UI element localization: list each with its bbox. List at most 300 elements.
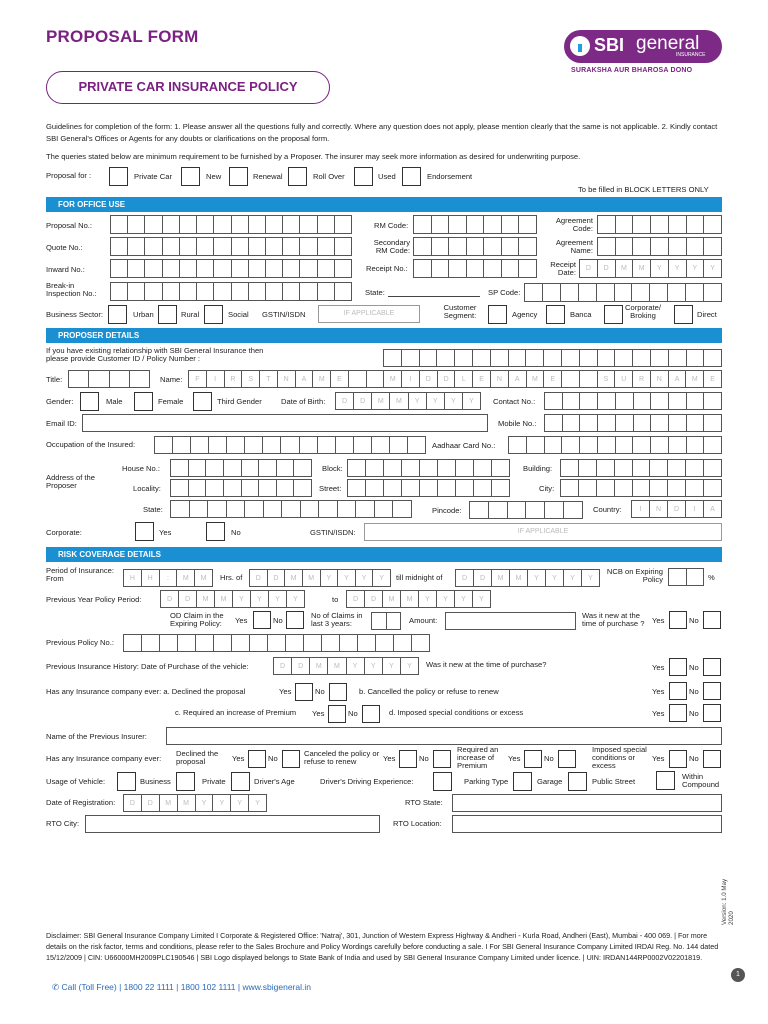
corporate-yes-label: Yes	[159, 528, 172, 537]
checkbox-female[interactable]	[134, 392, 153, 411]
amount-field[interactable]	[445, 612, 576, 630]
date-letter: Y	[427, 393, 445, 409]
date-letter: M	[383, 591, 401, 607]
pincode-field[interactable]	[469, 501, 583, 519]
no-claims-label: No of Claims in last 3 years:	[311, 611, 363, 628]
checkbox-used[interactable]	[354, 167, 373, 186]
customer-segment-label: Customer Segment:	[443, 303, 477, 320]
date-letter: M	[401, 591, 419, 607]
time-letter: M	[177, 570, 195, 586]
block-field[interactable]	[347, 459, 510, 477]
name-letter: E	[473, 371, 491, 387]
name-letter: I	[207, 371, 225, 387]
purchase-date-field[interactable]	[273, 657, 419, 675]
checkbox-decl-no[interactable]	[282, 750, 300, 768]
c-increase-label: c. Required an increase of Premium	[175, 708, 297, 717]
proposer-details-bar: PROPOSER DETAILS	[46, 328, 722, 343]
new-at-purchase-label: Was it new at the time of purchase ?	[582, 611, 645, 628]
risk-coverage-bar: RISK COVERAGE DETAILS	[46, 547, 722, 562]
occupation-label: Occupation of the Insured:	[46, 440, 136, 449]
proposal-for-label: Proposal for :	[46, 171, 92, 180]
a-no-label: No	[315, 687, 325, 696]
name-letter: M	[527, 371, 545, 387]
corporate-gstin-field[interactable]: IF APPLICABLE	[364, 523, 722, 541]
ncb-label: NCB on Expiring Policy	[606, 567, 663, 584]
no-claims-field[interactable]	[371, 612, 401, 630]
inward-no-field[interactable]	[110, 259, 352, 278]
checkbox-endorsement[interactable]	[402, 167, 421, 186]
checkbox-parking[interactable]	[513, 772, 532, 791]
date-letter: M	[160, 795, 178, 811]
checkbox-private[interactable]	[176, 772, 195, 791]
req-no-label: No	[544, 754, 554, 763]
breakin-field[interactable]	[110, 282, 352, 301]
title-label: Title:	[46, 375, 63, 384]
name-letter: N	[278, 371, 296, 387]
contact-text: Call (Toll Free) | 1800 22 1111 | 1800 102 1111 | www.sbigeneral.in	[61, 982, 311, 992]
time-field[interactable]	[123, 569, 213, 587]
rto-city-label: RTO City:	[46, 819, 80, 828]
name-letter: M	[313, 371, 331, 387]
od-claim-label: OD Claim in the Expiring Policy:	[170, 611, 224, 628]
date-reg-field[interactable]	[123, 794, 267, 812]
date-letter: Y	[419, 591, 437, 607]
canceled-label: Canceled the policy or refuse to renew	[304, 749, 380, 766]
date-letter: M	[633, 260, 651, 277]
date-letter: D	[161, 591, 179, 607]
state-label: State:	[365, 288, 385, 297]
name-label: Name:	[160, 375, 183, 384]
time-letter: M	[200, 574, 207, 582]
date-letter: M	[390, 393, 408, 409]
date-letter: D	[474, 570, 492, 586]
date-letter: M	[492, 570, 510, 586]
disclaimer: Disclaimer: SBI General Insurance Company Limited I Corporate & Registered Office: 'Natraj', 301, Junction of Western Express Highway & Andheri - Kurla Road, Andheri (East), Mumbai - 400 069. | For more details on the risk factor, terms and conditions, please refer to the Sales Brochure and Policy Wordings carefully before conducting a sale. I For SBI General Insurance Company Limited IRDAI Reg. No. 144 dated 15/12/2009 | CIN: U66000MH2009PLC190546 | SBI Logo displayed belongs to State Bank of India and used by SBI General Insurance Company Limited under licence. | UIN: IRDAN144RP0002V02201819.	[46, 931, 719, 962]
time-letter: :	[160, 570, 178, 586]
inward-no-label: Inward No.:	[46, 265, 85, 274]
locality-field[interactable]	[170, 479, 312, 497]
logo-sbi: SBI	[594, 35, 625, 55]
checkbox-direct[interactable]	[674, 305, 693, 324]
phone-icon: ✆	[52, 982, 62, 992]
parking-label: Parking Type	[464, 777, 509, 786]
rto-location-field[interactable]	[452, 815, 722, 833]
sp-code-label: SP Code:	[488, 288, 521, 297]
date-letter: Y	[687, 260, 705, 277]
date-letter: D	[268, 570, 286, 586]
checkbox-a-yes[interactable]	[295, 683, 313, 701]
date-letter: Y	[407, 662, 412, 670]
date-letter: M	[285, 570, 303, 586]
date-letter: Y	[321, 570, 339, 586]
title-field[interactable]	[68, 370, 150, 388]
sbi-general-logo	[564, 30, 722, 63]
mobile-label: Mobile No.:	[498, 419, 537, 428]
male-label: Male	[106, 397, 123, 406]
business-sector-label: Business Sector:	[46, 310, 103, 319]
option-roll-over: Roll Over	[313, 172, 345, 181]
prev-policy-no-field[interactable]	[123, 634, 430, 652]
dob-label: Date of Birth:	[281, 397, 326, 406]
date-letter: Y	[528, 570, 546, 586]
checkbox-rural[interactable]	[158, 305, 177, 324]
date-letter: D	[580, 260, 598, 277]
gstin-field[interactable]: IF APPLICABLE	[318, 305, 420, 323]
address-label: Address of the Proposer	[46, 473, 95, 490]
od-no-label: No	[273, 616, 283, 625]
contact-footer	[52, 982, 311, 993]
name-letter: M	[384, 371, 402, 387]
date-letter: M	[197, 591, 215, 607]
date-letter: D	[598, 260, 616, 277]
checkbox-c-yes[interactable]	[328, 705, 346, 723]
street-label: Street:	[319, 484, 342, 493]
checkbox-b-yes[interactable]	[669, 682, 687, 700]
receipt-date-label: Receipt Date:	[550, 260, 576, 277]
rural-label: Rural	[181, 310, 200, 319]
checkbox-canc-yes[interactable]	[399, 750, 417, 768]
a-yes-label: Yes	[279, 687, 292, 696]
prev-to-field[interactable]	[346, 590, 491, 608]
sbi-keyhole-icon	[570, 36, 590, 56]
proposal-no-label: Proposal No.:	[46, 221, 93, 230]
d-no-label: No	[689, 709, 699, 718]
name-letter: R	[633, 371, 651, 387]
name-letter: I	[402, 371, 420, 387]
mobile-field[interactable]	[544, 414, 722, 432]
checkbox-np2-yes[interactable]	[669, 658, 687, 676]
country-letter: N	[650, 501, 668, 517]
date-letter: Y	[213, 795, 231, 811]
date-letter: M	[328, 658, 346, 674]
checkbox-d-no[interactable]	[703, 704, 721, 722]
d-yes-label: Yes	[652, 709, 665, 718]
aadhaar-label: Aadhaar Card No.:	[432, 441, 496, 450]
office-use-bar: FOR OFFICE USE	[46, 197, 722, 212]
receipt-no-field[interactable]	[413, 259, 537, 278]
country-letter: I	[686, 501, 704, 517]
c-yes-label: Yes	[312, 709, 325, 718]
checkbox-b-no[interactable]	[703, 682, 721, 700]
social-label: Social	[228, 310, 249, 319]
receipt-no-label: Receipt No.:	[366, 264, 408, 273]
tagline: SURAKSHA AUR BHAROSA DONO	[571, 67, 693, 74]
date-letter: M	[215, 591, 233, 607]
checkbox-np2-no[interactable]	[703, 658, 721, 676]
checkbox-d-yes[interactable]	[669, 704, 687, 722]
option-endorsement: Endorsement	[427, 172, 473, 181]
agreement-code-field[interactable]	[597, 215, 722, 234]
name-letter: N	[651, 371, 669, 387]
checkbox-private-car[interactable]	[109, 167, 128, 186]
new-purchase2-label: Was it new at the time of purchase?	[426, 660, 547, 669]
checkbox-garage[interactable]	[568, 772, 587, 791]
checkbox-banca[interactable]	[546, 305, 565, 324]
name-letter: L	[455, 371, 473, 387]
period-label: Period of Insurance: From	[46, 566, 114, 583]
checkbox-od-no[interactable]	[286, 611, 304, 629]
checkbox-corporate-broking[interactable]	[604, 305, 623, 324]
page-number: 1	[731, 968, 745, 982]
rto-state-field[interactable]	[452, 794, 722, 812]
date-letter: Y	[356, 570, 374, 586]
street-field[interactable]	[347, 479, 510, 497]
date-letter: Y	[231, 795, 249, 811]
percent-label: %	[708, 573, 715, 582]
required-label: Required an increase of Premium	[457, 745, 499, 770]
pincode-label: Pincode:	[432, 506, 462, 515]
page-title: PROPOSAL FORM	[46, 27, 199, 46]
proposal-no-field[interactable]	[110, 215, 352, 234]
date-letter: D	[274, 658, 292, 674]
np2-no-label: No	[689, 663, 699, 672]
third-gender-label: Third Gender	[217, 397, 262, 406]
date-letter: M	[310, 658, 328, 674]
customer-id-field[interactable]	[383, 349, 722, 367]
checkbox-agency[interactable]	[488, 305, 507, 324]
email-label: Email ID:	[46, 419, 77, 428]
ins-company2-label: Has any Insurance company ever:	[46, 754, 162, 763]
female-label: Female	[158, 397, 184, 406]
checkbox-new[interactable]	[181, 167, 200, 186]
from-date-field[interactable]	[249, 569, 391, 587]
rm-code-label: RM Code:	[374, 221, 409, 230]
date-letter: Y	[669, 260, 687, 277]
corporate-no-label: No	[231, 528, 241, 537]
name-letter: A	[296, 371, 314, 387]
corporate-gstin-label: GSTIN/ISDN:	[310, 528, 356, 537]
date-letter: D	[142, 795, 160, 811]
date-letter: Y	[445, 393, 463, 409]
checkbox-od-yes[interactable]	[253, 611, 271, 629]
checkbox-req-no[interactable]	[558, 750, 576, 768]
sp-code-field[interactable]	[524, 283, 722, 302]
checkbox-imp-yes[interactable]	[669, 750, 687, 768]
gstin-label: GSTIN/ISDN	[262, 310, 306, 319]
od-yes-label: Yes	[235, 616, 248, 625]
date-letter: Y	[383, 658, 401, 674]
agreement-name-label: Agreement Name:	[555, 238, 593, 255]
date-letter: Y	[196, 795, 214, 811]
checkbox-corporate-yes[interactable]	[135, 522, 154, 541]
date-letter: Y	[651, 260, 669, 277]
house-label: House No.:	[122, 464, 160, 473]
date-letter: D	[365, 591, 383, 607]
checkbox-third-gender[interactable]	[193, 392, 212, 411]
name-letter: E	[331, 371, 349, 387]
urban-label: Urban	[133, 310, 154, 319]
state-field[interactable]	[170, 500, 412, 518]
rm-code-field[interactable]	[413, 215, 537, 234]
imposed-label: Imposed special conditions or excess	[592, 745, 647, 770]
prev-year-label: Previous Year Policy Period:	[46, 595, 142, 604]
checkbox-public-street[interactable]	[656, 771, 675, 790]
time-letter: H	[142, 570, 160, 586]
checkbox-a-no[interactable]	[329, 683, 347, 701]
np2-yes-label: Yes	[652, 663, 665, 672]
block-label: Block:	[322, 464, 343, 473]
logo-general: general	[636, 33, 700, 54]
name-letter: S	[242, 371, 260, 387]
to-label: to	[332, 595, 339, 604]
name-letter: R	[225, 371, 243, 387]
quote-no-label: Quote No.:	[46, 243, 83, 252]
date-letter: M	[616, 260, 634, 277]
name-letter: F	[189, 371, 207, 387]
checkbox-male[interactable]	[80, 392, 99, 411]
city-field[interactable]	[560, 479, 722, 497]
existing-relationship-label: If you have existing relationship with SBI General Insurance then please provide Customer ID / Policy Number :	[46, 346, 264, 363]
ncb-field[interactable]	[668, 568, 704, 586]
date-letter: M	[372, 393, 390, 409]
date-letter: Y	[365, 658, 383, 674]
date-letter: Y	[269, 591, 287, 607]
amount-label: Amount:	[409, 616, 438, 625]
corporate-label: Corporate:	[46, 528, 82, 537]
name-letter: N	[491, 371, 509, 387]
secondary-rm-label: Secondary RM Code:	[373, 238, 410, 255]
queries-note: The queries stated below are minimum requirement to be furnished by a Proposer. The insurer may seek more information as desired for underwriting purpose.	[46, 152, 581, 161]
drivers-exp-label: Driver's Driving Experience:	[320, 777, 414, 786]
b-cancel-label: b. Cancelled the policy or refuse to renew	[359, 687, 499, 696]
checkbox-canc-no[interactable]	[433, 750, 451, 768]
usage-label: Usage of Vehicle:	[46, 777, 106, 786]
date-letter: D	[347, 591, 365, 607]
checkbox-roll-over[interactable]	[288, 167, 307, 186]
name-letter: E	[544, 371, 562, 387]
rto-location-label: RTO Location:	[393, 819, 442, 828]
name-field[interactable]	[188, 370, 722, 388]
agency-label: Agency	[512, 310, 538, 319]
logo-insurance: INSURANCE	[676, 52, 706, 58]
dob-field[interactable]	[335, 392, 481, 410]
checkbox-renewal[interactable]	[229, 167, 248, 186]
gender-label: Gender:	[46, 397, 74, 406]
guidelines: Guidelines for completion of the form: 1. Please answer all the questions fully and correctly. Where any question does not apply, please mention clearly that the same is not applicable. 2. Kindly contact SBI General's Offices or Agents for any doubts or clarifications on the proposal form.	[46, 122, 718, 143]
b-yes-label: Yes	[652, 687, 665, 696]
checkbox-decl-yes[interactable]	[248, 750, 266, 768]
date-letter: Y	[564, 570, 582, 586]
rto-city-field[interactable]	[85, 815, 380, 833]
d-imposed-label: d. Imposed special conditions or excess	[389, 708, 524, 717]
building-field[interactable]	[560, 459, 722, 477]
date-letter: M	[178, 795, 196, 811]
new-yes-label: Yes	[652, 616, 665, 625]
till-date-field[interactable]	[455, 569, 600, 587]
occupation-field[interactable]	[154, 436, 426, 454]
date-letter: Y	[710, 265, 715, 272]
checkbox-business[interactable]	[117, 772, 136, 791]
date-reg-label: Date of Registration:	[46, 798, 116, 807]
date-letter: Y	[469, 397, 474, 405]
req-yes-label: Yes	[508, 754, 521, 763]
receipt-date-field[interactable]	[579, 259, 722, 278]
date-letter: D	[250, 570, 268, 586]
checkbox-c-no[interactable]	[362, 705, 380, 723]
date-letter: Y	[379, 574, 385, 582]
checkbox-urban[interactable]	[108, 305, 127, 324]
checkbox-req-yes[interactable]	[524, 750, 542, 768]
locality-label: Locality:	[133, 484, 161, 493]
country-field[interactable]	[631, 500, 722, 518]
block-letters-note: To be filled in BLOCK LETTERS ONLY	[578, 185, 709, 194]
public-street-label: Public Street	[592, 777, 636, 786]
state-label: State:	[143, 505, 163, 514]
date-letter: D	[354, 393, 372, 409]
date-letter: M	[303, 570, 321, 586]
name-letter: A	[509, 371, 527, 387]
checkbox-social[interactable]	[204, 305, 223, 324]
country-label: Country:	[593, 505, 622, 514]
prev-insurer-field[interactable]	[166, 727, 722, 745]
date-letter: D	[336, 393, 354, 409]
quote-no-field[interactable]	[110, 237, 352, 256]
till-midnight-label: till midnight of	[396, 573, 443, 582]
secondary-rm-field[interactable]	[413, 237, 537, 256]
date-letter: Y	[546, 570, 564, 586]
checkbox-imp-no[interactable]	[703, 750, 721, 768]
prev-insurer-label: Name of the Previous Insurer:	[46, 732, 147, 741]
policy-title: PRIVATE CAR INSURANCE POLICY	[46, 71, 330, 104]
date-letter: Y	[347, 658, 365, 674]
decl-yes-label: Yes	[232, 754, 245, 763]
within-compound-label: Within Compound	[682, 772, 720, 789]
c-no-label: No	[348, 709, 358, 718]
date-letter: Y	[409, 393, 427, 409]
checkbox-drivers-age[interactable]	[231, 772, 250, 791]
new-no-label: No	[689, 616, 699, 625]
email-field[interactable]	[82, 414, 488, 432]
rto-state-label: RTO State:	[405, 798, 443, 807]
prev-history-label: Previous Insurance History: Date of Purchase of the vehicle:	[46, 662, 249, 671]
aadhaar-field[interactable]	[508, 436, 722, 454]
name-letter: T	[260, 371, 278, 387]
date-letter: Y	[255, 799, 260, 807]
breakin-label: Break-in Inspection No.:	[46, 281, 97, 298]
city-label: City:	[539, 484, 555, 493]
contact-label: Contact No.:	[493, 397, 536, 406]
option-private-car: Private Car	[134, 172, 172, 181]
date-letter: Y	[338, 570, 356, 586]
agreement-name-field[interactable]	[597, 237, 722, 256]
name-letter: D	[420, 371, 438, 387]
agreement-code-label: Agreement Code:	[555, 216, 593, 233]
date-letter: Y	[293, 595, 298, 603]
state-line[interactable]	[388, 296, 480, 297]
option-renewal: Renewal	[253, 172, 283, 181]
canc-yes-label: Yes	[383, 754, 396, 763]
checkbox-new-yes[interactable]	[669, 611, 687, 629]
checkbox-drivers-exp[interactable]	[433, 772, 452, 791]
option-new: New	[206, 172, 222, 181]
date-letter: D	[456, 570, 474, 586]
hrs-of-label: Hrs. of	[220, 573, 243, 582]
checkbox-corporate-no[interactable]	[206, 522, 225, 541]
prev-from-field[interactable]	[160, 590, 305, 608]
b-no-label: No	[689, 687, 699, 696]
decl-no-label: No	[268, 754, 278, 763]
contact-field[interactable]	[544, 392, 722, 410]
drivers-age-label: Driver's Age	[254, 777, 295, 786]
banca-label: Banca	[570, 310, 592, 319]
date-letter: D	[179, 591, 197, 607]
name-letter: S	[598, 371, 616, 387]
house-field[interactable]	[170, 459, 312, 477]
checkbox-new-no[interactable]	[703, 611, 721, 629]
imp-yes-label: Yes	[652, 754, 665, 763]
option-used: Used	[378, 172, 396, 181]
imp-no-label: No	[689, 754, 699, 763]
